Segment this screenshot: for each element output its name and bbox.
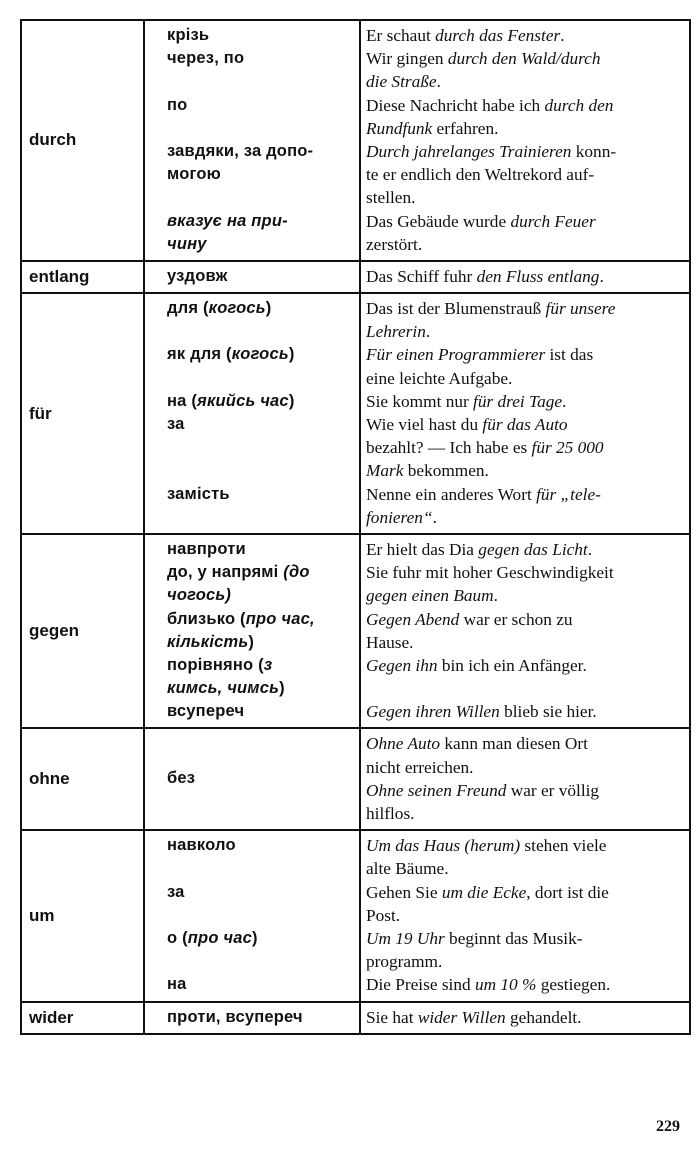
example-line (361, 802, 689, 825)
example-line (361, 881, 689, 904)
example-line (361, 834, 689, 857)
example-line (361, 857, 689, 880)
translation-line (145, 94, 359, 117)
example-text: für 25 000 (531, 438, 604, 458)
example-line (361, 70, 689, 93)
translation-line (145, 881, 359, 904)
example-text: erfahren. (432, 118, 499, 138)
translation-text: уздовж (167, 266, 228, 285)
example-line (361, 186, 689, 209)
page-number: 229 (656, 1118, 680, 1135)
example-text: Das ist der Blumenstrauß (366, 299, 546, 319)
example-text: Rundfunk (366, 118, 433, 138)
example-text: alte Bäume. (366, 859, 449, 879)
example-text: Sie hat (366, 1007, 418, 1027)
example-text: , dort ist die (526, 882, 609, 902)
example-text: kann man diesen Ort (440, 734, 588, 754)
translation-lines (145, 294, 359, 533)
example-text: Lehrerin (366, 322, 426, 342)
preposition-row (21, 1002, 690, 1034)
example-line (361, 94, 689, 117)
example-line (361, 608, 689, 631)
translation-line (145, 390, 359, 413)
translation-line (145, 117, 359, 140)
example-lines (361, 535, 689, 728)
translation-lines (145, 535, 359, 728)
translation-line (145, 654, 359, 677)
preposition-word: durch (21, 20, 144, 261)
example-text: Er schaut (366, 26, 436, 45)
example-line (361, 320, 689, 343)
example-line (361, 756, 689, 779)
example-line (361, 631, 689, 654)
translation-line (145, 927, 359, 950)
translation-line (145, 1006, 359, 1029)
example-text: gegen einen Baum (366, 586, 494, 606)
translation-text: для ( (167, 299, 209, 318)
example-text: gehandelt. (505, 1007, 582, 1027)
example-text: stehen viele (520, 836, 607, 856)
translation-text: по (167, 95, 188, 114)
example-text: fonieren“ (366, 507, 433, 527)
preposition-row (21, 293, 690, 534)
translation-line (145, 210, 359, 233)
example-text: durch Feuer (510, 211, 596, 231)
example-line (361, 538, 689, 561)
translation-line (145, 834, 359, 857)
translation-text: завдяки, за допо- (167, 141, 314, 160)
example-line (361, 210, 689, 233)
translation-lines (145, 764, 359, 794)
example-text: Gegen ihren Willen (366, 702, 500, 722)
translation-text: проти, всупереч (167, 1007, 303, 1026)
example-text: Wir gingen (366, 49, 448, 69)
translation-text: (до (283, 563, 310, 582)
translation-cell (144, 728, 360, 830)
example-cell (360, 261, 690, 293)
example-line (361, 506, 689, 529)
example-line (361, 343, 689, 366)
example-cell (360, 20, 690, 261)
example-text: war er völlig (506, 780, 600, 800)
example-line (361, 297, 689, 320)
translation-text: без (167, 769, 196, 788)
example-line (361, 950, 689, 973)
preposition-word: wider (21, 1002, 144, 1034)
example-text: wider Willen (417, 1007, 506, 1027)
example-text: um die Ecke (441, 882, 527, 902)
example-text: Sie fuhr mit hoher Geschwindigkeit (366, 563, 614, 583)
example-text: eine leichte Aufgabe. (366, 368, 513, 388)
translation-text: крізь (167, 26, 210, 44)
translation-text: вказує на при- (167, 211, 288, 230)
example-line (361, 233, 689, 256)
translation-line (145, 631, 359, 654)
translation-cell (144, 1002, 360, 1034)
preposition-word: entlang (21, 261, 144, 293)
translation-text: порівняно ( (167, 655, 264, 674)
example-text: . (562, 391, 567, 411)
example-text: bin ich ein Anfänger. (437, 655, 587, 675)
example-text: . (560, 26, 565, 45)
translation-lines (145, 1003, 359, 1033)
example-line (361, 584, 689, 607)
preposition-row (21, 261, 690, 293)
translation-line (145, 233, 359, 256)
example-lines (361, 831, 689, 1000)
example-line (361, 779, 689, 802)
translation-line (145, 265, 359, 288)
example-text: . (436, 72, 441, 92)
translation-line (145, 561, 359, 584)
translation-line (145, 677, 359, 700)
example-line (361, 413, 689, 436)
translation-text: чогось) (167, 586, 232, 605)
translation-text: ) (288, 345, 295, 364)
example-text: durch den Wald/durch (447, 49, 601, 69)
example-text: den Fluss entlang (476, 266, 600, 286)
translation-text: ) (279, 679, 285, 698)
translation-text: про час, (245, 609, 315, 628)
translation-text: о ( (167, 928, 188, 947)
translation-text: про час (187, 928, 252, 947)
example-text: für das Auto (482, 415, 568, 434)
translation-line (145, 584, 359, 607)
example-line (361, 367, 689, 390)
example-text: . (587, 539, 593, 559)
example-text: Um 19 Uhr (366, 928, 445, 948)
example-text: ist das (545, 345, 594, 365)
example-line (361, 654, 689, 677)
translation-line (145, 70, 359, 93)
preposition-row (21, 20, 690, 261)
translation-text: могою (167, 165, 221, 184)
example-text: Post. (366, 905, 401, 925)
example-text: Er hielt das Dia (366, 539, 479, 559)
example-text: . (425, 322, 431, 342)
translation-line (145, 163, 359, 186)
example-cell (360, 728, 690, 830)
example-text: Um das Haus (herum) (366, 836, 521, 856)
translation-text: замість (167, 484, 230, 503)
translation-line (145, 950, 359, 973)
example-text: bekommen. (403, 461, 489, 481)
translation-text: когось (231, 345, 289, 364)
example-text: Durch jahrelanges Trainieren (366, 141, 572, 161)
translation-line (145, 973, 359, 996)
example-line (361, 47, 689, 70)
translation-text: з (263, 655, 273, 674)
translation-text: кимсь, чимсь (167, 679, 280, 698)
example-text: gegen das Licht (478, 539, 588, 559)
example-text: Wie viel hast du (366, 415, 483, 434)
preposition-row (21, 534, 690, 729)
translation-lines (145, 262, 359, 292)
example-text: die Straße (366, 72, 437, 92)
example-text: hilflos. (366, 804, 415, 823)
translation-cell (144, 261, 360, 293)
translation-lines (145, 21, 359, 260)
example-text: Gehen Sie (366, 882, 442, 902)
translation-text: навпроти (167, 539, 246, 558)
example-text: . (432, 507, 437, 527)
translation-line (145, 186, 359, 209)
example-text: nicht erreichen. (366, 757, 474, 777)
translation-line (145, 320, 359, 343)
translation-text: за (167, 882, 185, 901)
translation-text: ) (251, 928, 258, 947)
preposition-word: ohne (21, 728, 144, 830)
example-line (361, 927, 689, 950)
example-text: te er endlich den Weltrekord auf- (366, 165, 595, 185)
translation-line (145, 459, 359, 482)
example-line (361, 904, 689, 927)
translation-text: якийсь час (197, 391, 289, 410)
example-text: Gegen ihn (366, 655, 438, 675)
example-text: für drei Tage (473, 391, 563, 411)
example-text: gestiegen. (536, 975, 611, 995)
example-text: konn- (571, 141, 617, 161)
example-line (361, 140, 689, 163)
translation-text: за (167, 415, 185, 433)
example-text: Das Schiff fuhr (366, 266, 477, 286)
prepositions-table (20, 19, 691, 1035)
example-line (361, 732, 689, 755)
example-text: Für einen Programmierer (366, 345, 546, 365)
example-text: war er schon zu (459, 609, 573, 629)
translation-line (145, 140, 359, 163)
example-text: blieb sie hier. (499, 702, 597, 722)
example-text: zerstört. (366, 234, 423, 254)
example-text: um 10 % (474, 975, 537, 995)
translation-line (145, 767, 359, 790)
translation-line (145, 904, 359, 927)
translation-text: чину (167, 234, 207, 253)
example-line (361, 459, 689, 482)
translation-text: як для ( (167, 345, 232, 364)
example-text: für „tele- (536, 484, 601, 504)
translation-text: ) (248, 632, 255, 651)
example-text: Gegen Abend (366, 609, 460, 629)
example-text: Mark (366, 461, 404, 481)
translation-cell (144, 830, 360, 1001)
example-line (361, 1006, 689, 1029)
example-line (361, 24, 689, 47)
table-body (21, 20, 690, 1034)
translation-line (145, 343, 359, 366)
example-lines (361, 21, 689, 260)
example-lines (361, 262, 689, 292)
translation-text: ) (288, 391, 295, 410)
example-line (361, 483, 689, 506)
translation-line (145, 538, 359, 561)
translation-cell (144, 20, 360, 261)
example-text: stellen. (366, 188, 416, 208)
translation-text: всупереч (167, 702, 245, 721)
example-cell (360, 830, 690, 1001)
translation-text: через, по (167, 49, 245, 68)
preposition-word: für (21, 293, 144, 534)
translation-line (145, 857, 359, 880)
example-text: Diese Nachricht habe ich (366, 95, 545, 115)
example-line (361, 700, 689, 723)
example-line (361, 117, 689, 140)
translation-line (145, 413, 359, 436)
example-text: für unsere (545, 299, 616, 319)
example-cell (360, 534, 690, 729)
translation-line (145, 608, 359, 631)
example-line (361, 973, 689, 996)
example-lines (361, 294, 689, 533)
translation-line (145, 367, 359, 390)
translation-line (145, 297, 359, 320)
example-text: Hause. (366, 632, 414, 652)
example-text: beginnt das Musik- (444, 928, 583, 948)
example-text: Nenne ein anderes Wort (366, 484, 537, 504)
translation-text: ) (265, 299, 272, 318)
translation-line (145, 47, 359, 70)
example-lines (361, 1003, 689, 1033)
translation-line (145, 24, 359, 47)
translation-text: на (167, 975, 187, 994)
translation-line (145, 506, 359, 529)
example-text: durch den (544, 95, 614, 115)
example-line (361, 265, 689, 288)
example-lines (361, 729, 689, 829)
example-text: Das Gebäude wurde (366, 211, 511, 231)
example-text: bezahlt? — Ich habe es (366, 438, 532, 458)
example-text: . (599, 266, 604, 286)
example-line (361, 163, 689, 186)
example-line (361, 436, 689, 459)
translation-line (145, 483, 359, 506)
translation-line (145, 436, 359, 459)
example-line (361, 561, 689, 584)
example-text: Die Preise sind (366, 975, 475, 995)
preposition-row (21, 728, 690, 830)
example-line (361, 677, 689, 700)
translation-text: кількість (167, 632, 249, 651)
example-text: Ohne seinen Freund (366, 780, 507, 800)
preposition-word: gegen (21, 534, 144, 729)
translation-lines (145, 831, 359, 1000)
example-text: durch das Fenster (435, 26, 561, 45)
example-cell (360, 293, 690, 534)
translation-text: навколо (167, 836, 236, 855)
example-text: Sie kommt nur (366, 391, 474, 411)
preposition-word: um (21, 830, 144, 1001)
example-cell (360, 1002, 690, 1034)
preposition-row (21, 830, 690, 1001)
example-text: . (493, 586, 498, 606)
translation-text: когось (208, 299, 266, 318)
example-line (361, 390, 689, 413)
example-text: Ohne Auto (366, 734, 441, 754)
translation-text: до, у напрямі (167, 563, 284, 582)
translation-line (145, 700, 359, 723)
example-text: programm. (366, 952, 443, 972)
translation-cell (144, 534, 360, 729)
translation-text: близько ( (167, 609, 246, 628)
translation-cell (144, 293, 360, 534)
translation-text: на ( (167, 391, 198, 410)
